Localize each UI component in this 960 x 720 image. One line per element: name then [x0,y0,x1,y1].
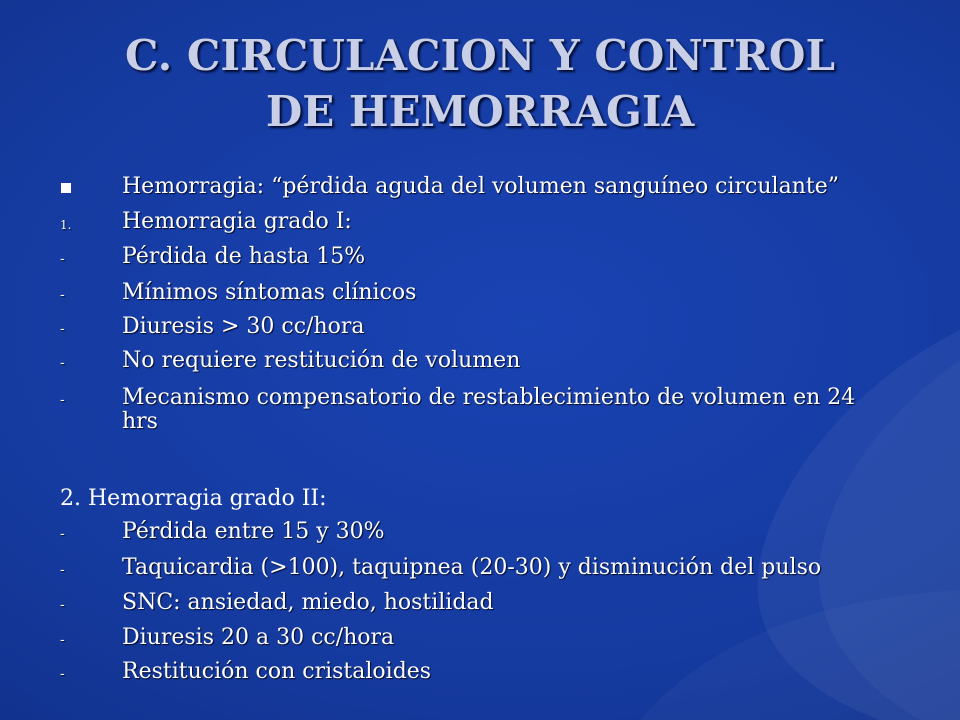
title-line-1: C. CIRCULACION Y CONTROL [124,31,836,80]
grade1-item-2: Mínimos síntomas clínicos [122,280,417,305]
dash-bullet: - [60,597,65,613]
grade1-label: Hemorragia grado I: [122,209,352,234]
dash-bullet: - [60,355,65,371]
grade1-item-4: No requiere restitución de volumen [122,348,521,373]
title-line-2: DE HEMORRAGIA [265,87,695,136]
dash-bullet: - [60,562,65,578]
dash-bullet: - [60,632,65,648]
grade2-heading: 2. Hemorragia grado II: [60,486,327,511]
definition-text: Hemorragia: “pérdida aguda del volumen sanguíneo circulante” [122,174,839,199]
grade2-item-5: Restitución con cristaloides [122,659,432,684]
dash-bullet: - [60,526,65,542]
grade2-item-2: Taquicardia (>100), taquipnea (20-30) y disminución del pulso [122,555,822,580]
grade1-item-1: Pérdida de hasta 15% [122,244,366,269]
grade2-item-3: SNC: ansiedad, miedo, hostilidad [122,590,494,615]
dash-bullet: - [60,321,65,337]
grade1-item-5: Mecanismo compensatorio de restablecimiento de volumen en 24 hrs [122,385,856,434]
grade2-item-1: Pérdida entre 15 y 30% [122,519,385,544]
dash-bullet: - [60,251,65,267]
square-bullet-icon [61,183,71,193]
dash-bullet: - [60,666,65,682]
grade2-item-4: Diuresis 20 a 30 cc/hora [122,625,395,650]
grade1-item-3: Diuresis > 30 cc/hora [122,314,365,339]
grade1-number: 1. [60,218,72,232]
dash-bullet: - [60,392,65,408]
dash-bullet: - [60,287,65,303]
